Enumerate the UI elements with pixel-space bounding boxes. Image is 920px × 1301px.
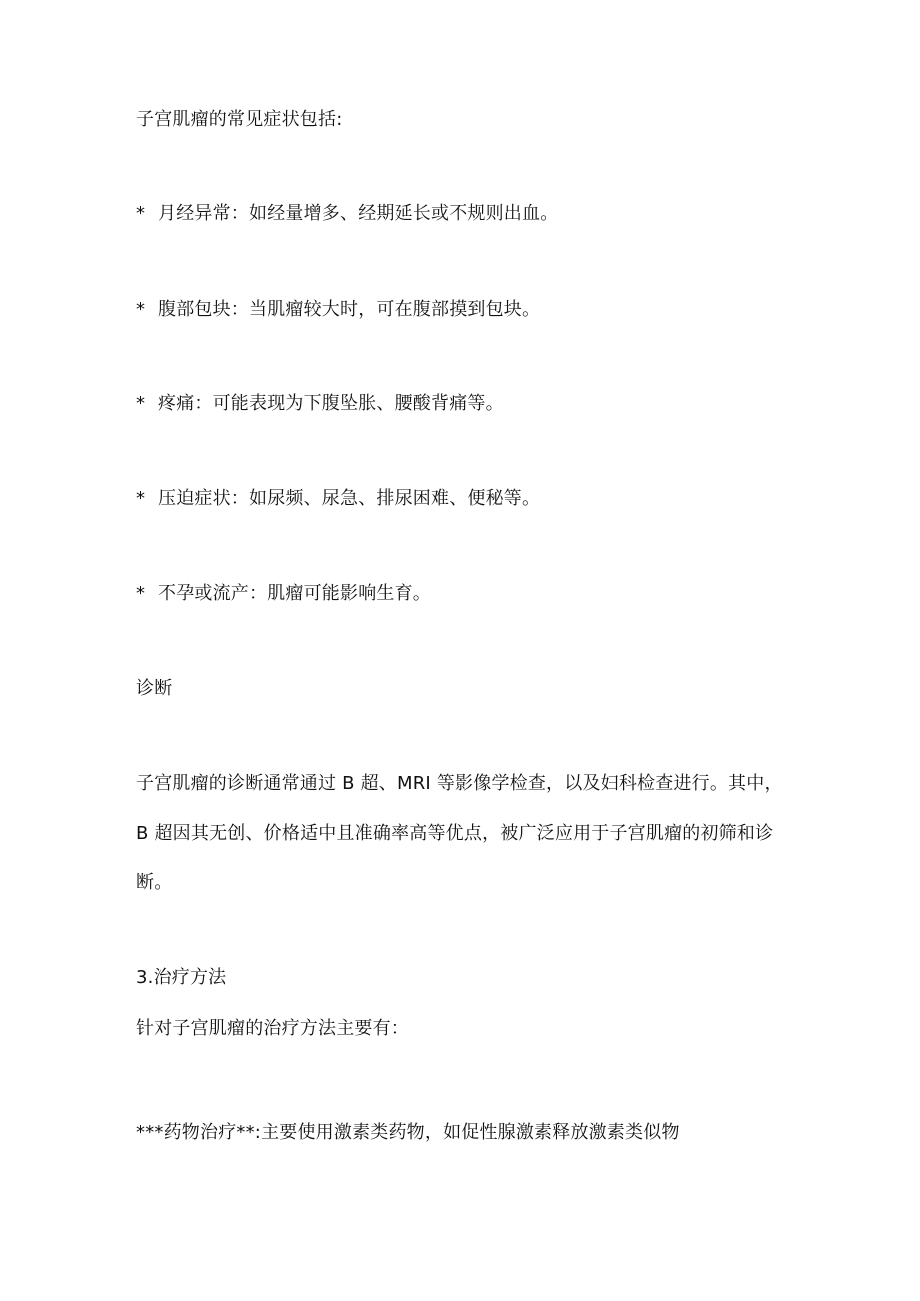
bullet-text: 不孕或流产：肌瘤可能影响生育。 (158, 583, 431, 604)
bullet-text: 腹部包块：当肌瘤较大时，可在腹部摸到包块。 (158, 299, 541, 320)
bullet-text: 压迫症状：如尿频、尿急、排尿困难、便秘等。 (158, 488, 541, 509)
bullet-item-pain (136, 392, 504, 416)
bullet-item-compression (136, 487, 540, 511)
symptoms-intro: 子宫肌瘤的常见症状包括: (136, 109, 343, 130)
bullet-marker: * (136, 488, 146, 509)
treatment-heading: 3.治疗方法 (136, 967, 227, 988)
bullet-item-menstrual (136, 202, 558, 226)
diagnosis-heading: 诊断 (136, 678, 173, 699)
bullet-marker: * (136, 299, 146, 320)
diagnosis-paragraph-line: 断。 (136, 872, 173, 893)
treatment-intro: 针对子宫肌瘤的治疗方法主要有： (136, 1018, 409, 1039)
diagnosis-paragraph-line: 子宫肌瘤的诊断通常通过 B 超、MRI 等影像学检查，以及妇科检查进行。其中， (136, 773, 783, 794)
bullet-text: 月经异常：如经量增多、经期延长或不规则出血。 (158, 203, 559, 224)
bullet-item-abdominal-mass (136, 298, 540, 322)
bullet-item-infertility (136, 582, 431, 606)
bullet-text: 疼痛：可能表现为下腹坠胀、腰酸背痛等。 (158, 393, 504, 414)
bullet-marker: * (136, 583, 146, 604)
bullet-marker: * (136, 203, 146, 224)
treatment-item-medication: ***药物治疗**:主要使用激素类药物，如促性腺激素释放激素类似物 (136, 1122, 680, 1143)
bullet-marker: * (136, 393, 146, 414)
diagnosis-paragraph-line: B 超因其无创、价格适中且准确率高等优点，被广泛应用于子宫肌瘤的初筛和诊 (136, 823, 774, 844)
